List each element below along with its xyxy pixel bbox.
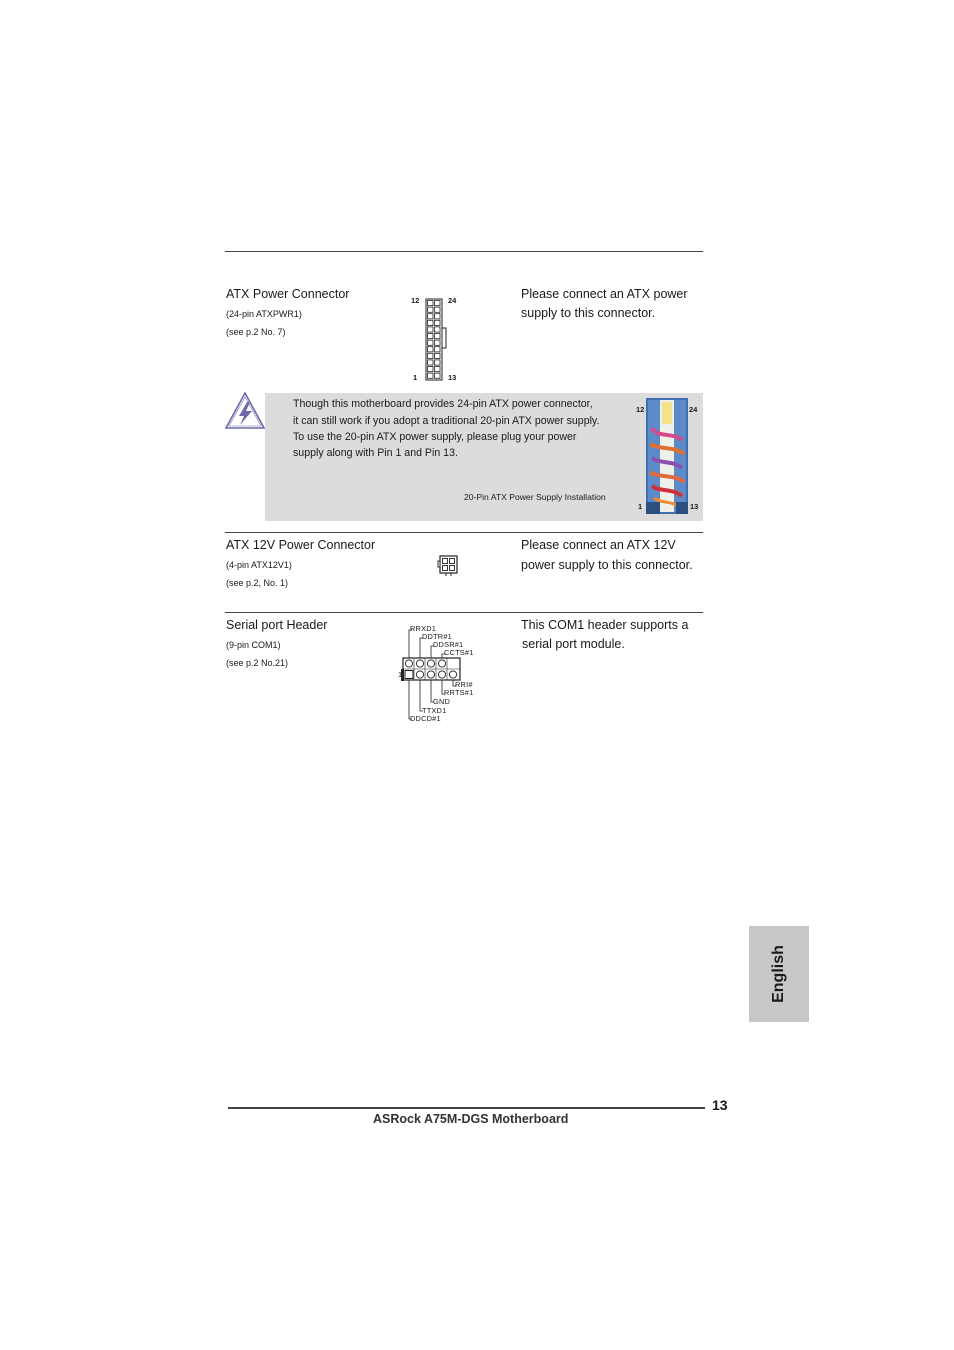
atx-pin-24: 24 bbox=[448, 296, 457, 305]
com1-label-rrts1: RRTS#1 bbox=[444, 688, 474, 697]
atx-title: ATX Power Connector bbox=[226, 287, 350, 301]
serial-sub2: (see p.2 No.21) bbox=[226, 658, 289, 668]
serial-sub1: (9-pin COM1) bbox=[226, 640, 281, 650]
footer-rule bbox=[228, 1107, 705, 1109]
com1-pin1-label: 1 bbox=[398, 670, 403, 679]
com1-label-ddcd1: DDCD#1 bbox=[410, 714, 441, 723]
com1-label-rri: RRI# bbox=[455, 680, 473, 689]
atx-desc1: Please connect an ATX power bbox=[521, 287, 688, 301]
note-line-3: To use the 20-pin ATX power supply, please plug your power bbox=[293, 431, 577, 443]
atx-pin-13: 13 bbox=[448, 373, 457, 382]
atx-24pin-connector-diagram bbox=[424, 298, 448, 382]
serial-desc2: serial port module. bbox=[522, 637, 625, 651]
language-tab-label: English bbox=[770, 945, 787, 1003]
footer-title: ASRock A75M-DGS Motherboard bbox=[373, 1112, 569, 1126]
atx12v-4pin-connector-diagram bbox=[438, 555, 460, 577]
photo-pin-13: 13 bbox=[690, 502, 699, 511]
atx-desc2: supply to this connector. bbox=[521, 306, 656, 320]
note-line-4: supply along with Pin 1 and Pin 13. bbox=[293, 447, 458, 459]
photo-pin-12: 12 bbox=[636, 405, 645, 414]
photo-pin-24: 24 bbox=[689, 405, 698, 414]
note-caption: 20-Pin ATX Power Supply Installation bbox=[464, 492, 606, 502]
atx12v-sub2: (see p.2, No. 1) bbox=[226, 578, 289, 588]
language-tab bbox=[749, 926, 809, 1022]
atx12v-title: ATX 12V Power Connector bbox=[226, 538, 376, 552]
com1-label-ccts1: CCTS#1 bbox=[444, 648, 474, 657]
serial-desc1: This COM1 header supports a bbox=[521, 618, 689, 632]
atx-plug-photo bbox=[646, 398, 688, 514]
top-rule bbox=[225, 251, 703, 252]
rule-2 bbox=[225, 532, 703, 533]
com1-label-gnd: GND bbox=[433, 697, 451, 706]
photo-pin-1: 1 bbox=[638, 502, 643, 511]
atx12v-desc2: power supply to this connector. bbox=[521, 558, 693, 572]
rule-3 bbox=[225, 612, 703, 613]
atx-sub2: (see p.2 No. 7) bbox=[226, 327, 286, 337]
com1-label-ddtr1: DDTR#1 bbox=[422, 632, 452, 641]
atx12v-desc1: Please connect an ATX 12V bbox=[521, 538, 676, 552]
warning-icon bbox=[225, 391, 267, 431]
com1-label-rrxd1: RRXD1 bbox=[410, 624, 437, 633]
note-line-1: Though this motherboard provides 24-pin ATX power connector, bbox=[293, 398, 593, 410]
com1-label-ddsr1: DDSR#1 bbox=[433, 640, 464, 649]
atx12v-sub1: (4-pin ATX12V1) bbox=[226, 560, 292, 570]
note-line-2: it can still work if you adopt a traditional 20-pin ATX power supply. bbox=[293, 415, 600, 427]
atx-pin-12: 12 bbox=[411, 296, 420, 305]
serial-title: Serial port Header bbox=[226, 618, 328, 632]
atx-sub1: (24-pin ATXPWR1) bbox=[226, 309, 302, 319]
page-number: 13 bbox=[712, 1097, 728, 1113]
com1-label-ttxd1: TTXD1 bbox=[422, 706, 447, 715]
atx-pin-1: 1 bbox=[413, 373, 418, 382]
